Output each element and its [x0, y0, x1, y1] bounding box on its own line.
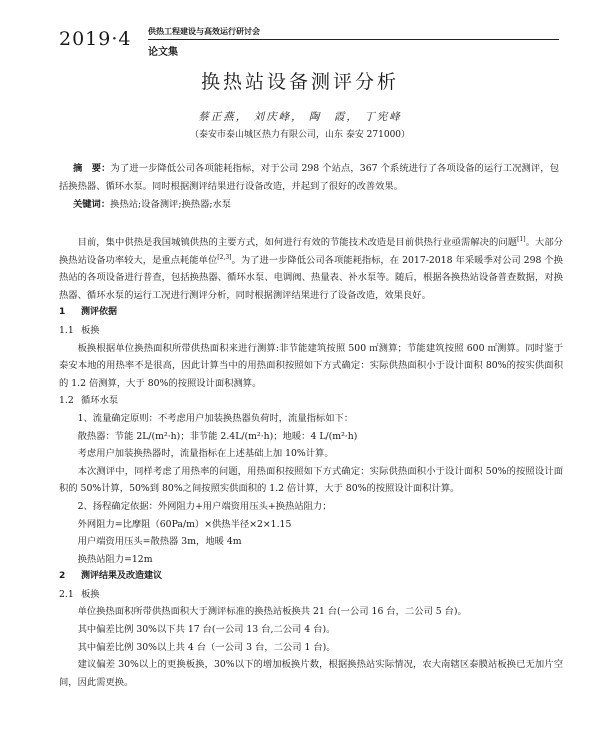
abstract-label: 摘 要：: [72, 163, 111, 174]
paragraph: 散热器：节能 2L/(m²·h)；非节能 2.4L/(m²·h)；地暖：4 L/(m²·h): [77, 430, 358, 442]
section-heading: 2 测评结果及改造建议: [59, 571, 163, 582]
section-heading: 1 测评依据: [59, 307, 118, 318]
paragraph: 单位换热面积所带供热面积大于测评标准的换热站板换共 21 台(一公司 16 台，二公司 5 台)。: [77, 606, 467, 618]
paragraph: 换热站阻力=12m: [77, 553, 153, 565]
issue-year: 2019·4: [59, 28, 132, 50]
paragraph: 用户端资用压头=散热器 3m，地暖 4m: [77, 536, 242, 548]
keywords: [59, 196, 559, 214]
paper-authors: 蔡正燕， 刘庆峰， 陶 霞， 丁宪峰: [198, 111, 402, 123]
paper-affiliation: （泰安市泰山城区热力有限公司，山东 泰安 271000）: [189, 130, 411, 140]
abstract: [59, 160, 559, 195]
keywords-text: 换热站;设备测评;换热器;水泵: [110, 199, 232, 210]
header-rule: [148, 39, 559, 40]
conference-name: 供热工程建设与高效运行研讨会: [148, 27, 260, 36]
paragraph: 1、流量确定原则：不考虑用户加装换热器负荷时，流量指标如下：: [77, 412, 354, 424]
journal-header: [59, 24, 559, 64]
citation: [2,3]: [217, 253, 232, 261]
paragraph: 2、扬程确定依据：外网阻力+用户端资用压头+换热站阻力；: [77, 500, 332, 512]
paragraph: 建议偏差 30%以上的更换板换，30%以下的增加板换片数，根据换热站实际情况，农大南辖区泰膜站板换已无加片空间，因此需更换。: [59, 659, 563, 688]
paper-title: 换热站设备测评分析: [200, 71, 399, 93]
paragraph: 其中偏差比例 30%以下共 17 台(一公司 13 台,二公司 4 台)。: [77, 624, 336, 636]
paragraph: 本次测评中，同样考虑了用热率的问题，用热面积按照如下方式确定：实际供热面积小于设计面积 50%的按照设计面积的 50%计算，50%到 80%之间按照实供面积的 1.2 倍计算，大于 80%的按照设计面积计算。: [59, 465, 563, 495]
paragraph: 考虑用户加装换热器时，流量指标在上述基础上加 10%计算。: [77, 448, 334, 460]
paragraph: 板换根据单位换热面积所带供热面积来进行测算:非节能建筑按照 500 ㎡测算；节能建筑按照 600 ㎡测算。同时鉴于泰安本地的用热率不是很高，因此计算当中的用热面积按照如下方式确定：实际供热面积小于设计面积 80%的按实供面积的 1.2 倍测算，大于 80%的按照设计面积测算。: [59, 342, 563, 389]
keywords-label: 关键词：: [72, 199, 111, 210]
paragraph: 其中偏差比例 30%以上共 4 台（一公司 3 台，二公司 1 台)。: [77, 641, 336, 653]
subsection-heading: 2.1 板换: [59, 588, 100, 600]
intro-paragraph: 目前，集中供热是我国城镇供热的主要方式，如何进行有效的节能技术改造是目前供热行业亟需解决的问题[1]。大部分换热站设备功率较大，是重点耗能单位[2,3]。为了进一步降低公司各项能耗指标，在 2017-2018 年采暖季对公司 298 个换热站的各项设备进行普查，包括换热器、循环水泵、电调阀、热量表、补水泵等。随后，根据各换热站设备普查数据，对换热器、循环水泵的运行工况进行测评分析，同时根据测评结果进行了设备改造，效果良好。: [59, 235, 563, 301]
subsection-heading: 1.2 循环水泵: [59, 395, 119, 407]
abstract-text: 为了进一步降低公司各项能耗指标，对于公司 298 个站点，367 个系统进行了各项设备的运行工况测评，包括换热器、循环水泵。同时根据测评结果进行设备改造，并起到了很好的改善效果。: [59, 163, 559, 192]
subsection-heading: 1.1 板换: [59, 324, 100, 336]
paper-body: [59, 234, 563, 691]
citation: [1]: [517, 235, 526, 243]
collection-label: 论文集: [148, 47, 178, 58]
paragraph: 外网阻力=比摩阻（60Pa/m）×供热半径×2×1.15: [77, 518, 292, 530]
